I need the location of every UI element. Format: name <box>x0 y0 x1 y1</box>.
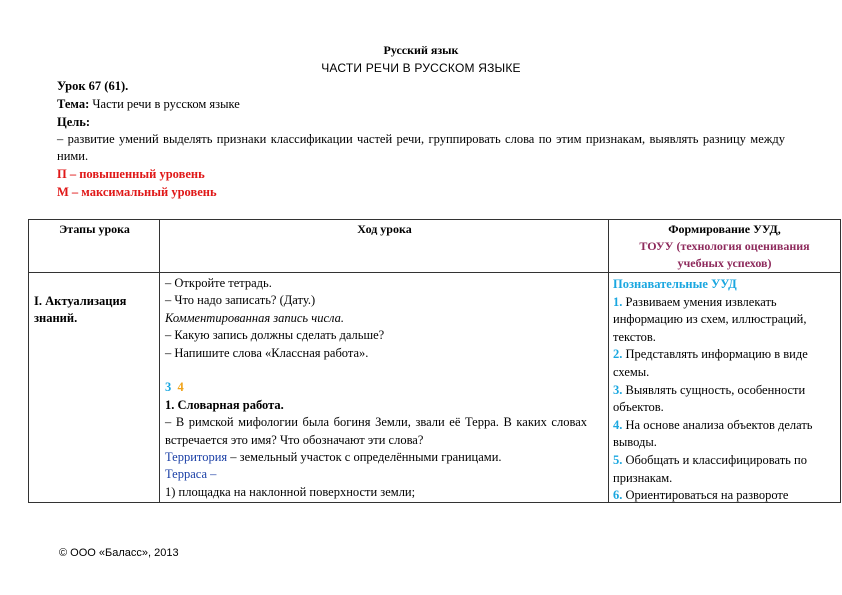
uud-item-number: 5. <box>613 452 623 467</box>
table-header-border <box>28 272 841 273</box>
territory-line <box>165 449 587 466</box>
territory-word: Территория <box>165 450 228 465</box>
goal-text: – развитие умений выделять признаки классификации частей речи, группировать слова по этим признакам, выявлять разницу между ними. <box>57 132 785 163</box>
uud-item <box>613 346 833 381</box>
progress-line: – Что надо записать? (Дату.) <box>165 293 316 308</box>
marker-3: 3 <box>165 380 172 395</box>
uud-header-line2: ТОУУ (технология оценивания <box>639 239 810 253</box>
uud-item-number: 1. <box>613 294 623 309</box>
marker-4: 4 <box>177 380 184 395</box>
lesson-title: ЧАСТИ РЕЧИ В РУССКОМ ЯЗЫКЕ <box>321 61 521 75</box>
uud-item-text: Ориентироваться на развороте <box>622 488 789 503</box>
uud-item-text: На основе анализа объектов делать выводы. <box>613 417 813 450</box>
uud-item-number: 2. <box>613 347 623 362</box>
table-left-border <box>28 219 29 503</box>
lesson-theme <box>57 97 240 112</box>
level-markers <box>165 379 587 396</box>
uud-item-number: 4. <box>613 417 623 432</box>
table-top-border <box>28 219 841 220</box>
uud-item <box>613 452 833 487</box>
uud-item <box>613 382 833 417</box>
uud-item <box>613 417 833 452</box>
uud-item <box>613 487 833 505</box>
table-right-border <box>840 219 841 503</box>
lesson-number: Урок 67 (61). <box>57 79 129 93</box>
uud-heading: Познавательные УУД <box>613 277 737 291</box>
progress-line-italic: Комментированная запись числа. <box>165 310 344 325</box>
uud-item-text: Обобщать и классифицировать по признакам. <box>613 452 807 485</box>
progress-line: – Откройте тетрадь. <box>165 276 272 290</box>
col-header-progress: Ход урока <box>357 222 412 236</box>
territory-def: – земельный участок с определёнными границами. <box>227 450 502 465</box>
uud-header-line1: Формирование УУД, <box>668 222 781 236</box>
uud-item-text: Выявлять сущность, особенности объектов. <box>613 382 806 415</box>
progress-line: – Какую запись должны сделать дальше? <box>165 328 385 343</box>
section-heading: 1. Словарная работа. <box>165 397 284 412</box>
goal-label: Цель: <box>57 115 91 129</box>
col-header-uud <box>609 221 840 272</box>
lesson-progress-cell <box>165 275 587 501</box>
terrace-def: 1) площадка на наклонной поверхности земли; <box>165 484 416 499</box>
terrace-word: Терраса – <box>165 467 217 482</box>
copyright-footer: © ООО «Баласс», 2013 <box>59 547 179 559</box>
uud-item-number: 6. <box>613 488 623 503</box>
uud-item <box>613 294 833 347</box>
col-header-stages: Этапы урока <box>59 222 130 236</box>
uud-header-line3: учебных успехов) <box>677 256 772 270</box>
uud-item-text: Развиваем умения извлекать информацию из схем, иллюстраций, текстов. <box>613 294 807 344</box>
level-m: М – максимальный уровень <box>57 185 217 199</box>
subject-title: Русский язык <box>383 43 459 57</box>
stage-cell: I. Актуализация знаний. <box>34 294 127 325</box>
uud-item-number: 3. <box>613 382 623 397</box>
table-col-divider-1 <box>159 219 160 503</box>
mythology-paragraph: – В римской мифологии была богиня Земли, звали её Терра. В каких словах встречается это имя? Что обозначают эти слова? <box>165 415 587 447</box>
uud-cell <box>613 276 833 505</box>
level-p: П – повышенный уровень <box>57 167 205 181</box>
theme-value: Части речи в русском языке <box>89 97 240 111</box>
progress-line: – Напишите слова «Классная работа». <box>165 345 369 360</box>
theme-label: Тема: <box>57 97 90 111</box>
uud-item-text: Представлять информацию в виде схемы. <box>613 347 808 379</box>
